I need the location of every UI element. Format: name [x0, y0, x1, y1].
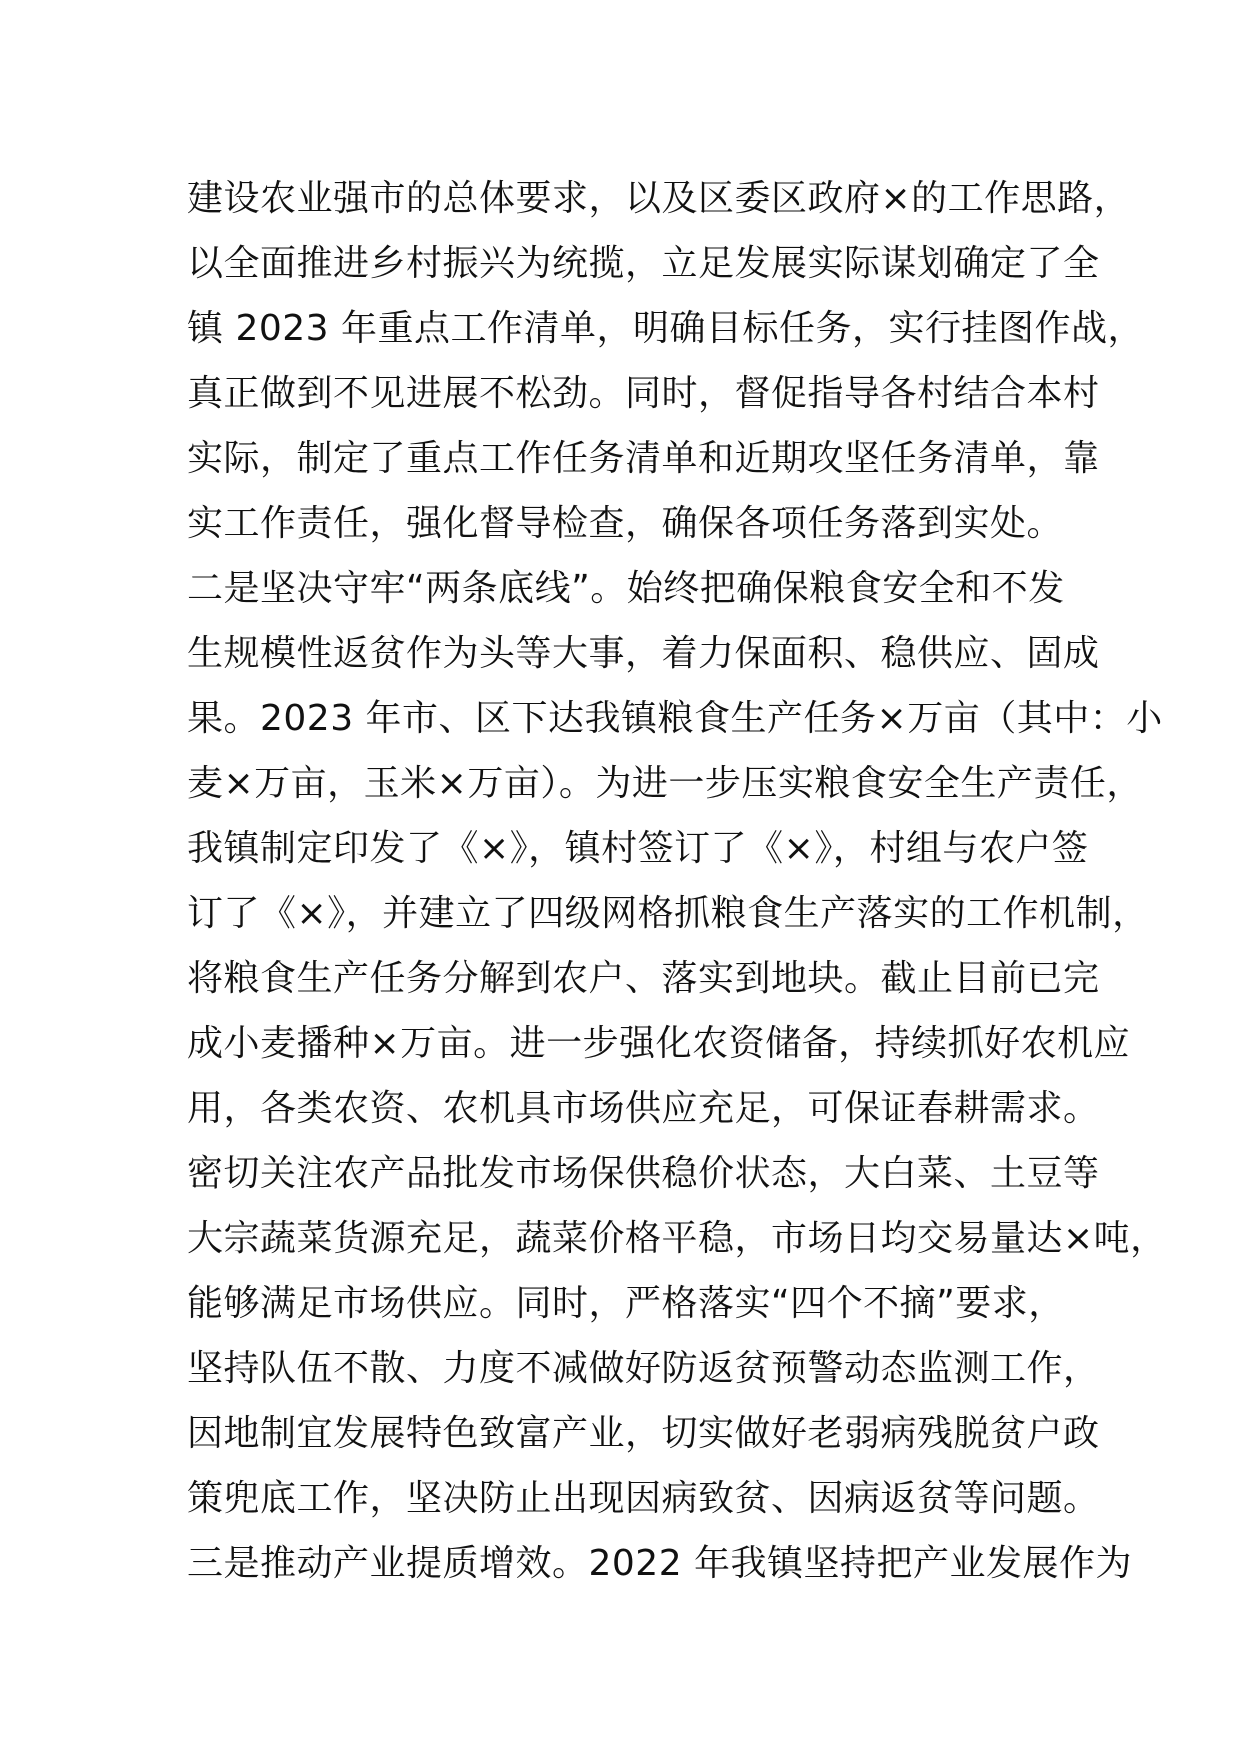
text-line: 大宗蔬菜货源充足，蔬菜价格平稳，市场日均交易量达×吨，: [187, 1218, 1167, 1259]
text-line: 成小麦播种×万亩。进一步强化农资储备，持续抓好农机应: [187, 1023, 1131, 1064]
text-line: 策兜底工作，坚决防止出现因病致贫、因病返贫等问题。: [187, 1478, 1100, 1519]
text-line: 真正做到不见进展不松劲。同时，督促指导各村结合本村: [187, 373, 1100, 414]
text-line: 实工作责任，强化督导检查，确保各项任务落到实处。: [187, 503, 1064, 544]
text-line: 订了《×》，并建立了四级网格抓粮食生产落实的工作机制，: [187, 893, 1149, 934]
text-line: 三是推动产业提质增效。2022 年我镇坚持把产业发展作为: [187, 1543, 1133, 1584]
text-line: 镇 2023 年重点工作清单，明确目标任务，实行挂图作战，: [187, 308, 1145, 349]
text-line: 将粮食生产任务分解到农户、落实到地块。截止目前已完: [187, 958, 1100, 999]
text-line: 果。2023 年市、区下达我镇粮食生产任务×万亩（其中：小: [187, 698, 1163, 739]
text-line: 实际，制定了重点工作任务清单和近期攻坚任务清单，靠: [187, 438, 1100, 479]
text-line: 因地制宜发展特色致富产业，切实做好老弱病残脱贫户政: [187, 1413, 1100, 1454]
text-line: 建设农业强市的总体要求，以及区委区政府×的工作思路，: [187, 178, 1131, 219]
body-text: [187, 166, 1167, 1596]
text-line: 二是坚决守牢“两条底线”。始终把确保粮食安全和不发: [187, 568, 1065, 609]
text-line: 坚持队伍不散、力度不减做好防返贫预警动态监测工作，: [187, 1348, 1100, 1389]
text-line: 以全面推进乡村振兴为统揽，立足发展实际谋划确定了全: [187, 243, 1100, 284]
text-line: 麦×万亩，玉米×万亩）。为进一步压实粮食安全生产责任，: [187, 763, 1143, 804]
text-line: 生规模性返贫作为头等大事，着力保面积、稳供应、固成: [187, 633, 1100, 674]
text-line: 用，各类农资、农机具市场供应充足，可保证春耕需求。: [187, 1088, 1100, 1129]
text-line: 能够满足市场供应。同时，严格落实“四个不摘”要求，: [187, 1283, 1065, 1324]
text-line: 密切关注农产品批发市场保供稳价状态，大白菜、土豆等: [187, 1153, 1100, 1194]
text-line: 我镇制定印发了《×》，镇村签订了《×》，村组与农户签: [187, 828, 1089, 869]
